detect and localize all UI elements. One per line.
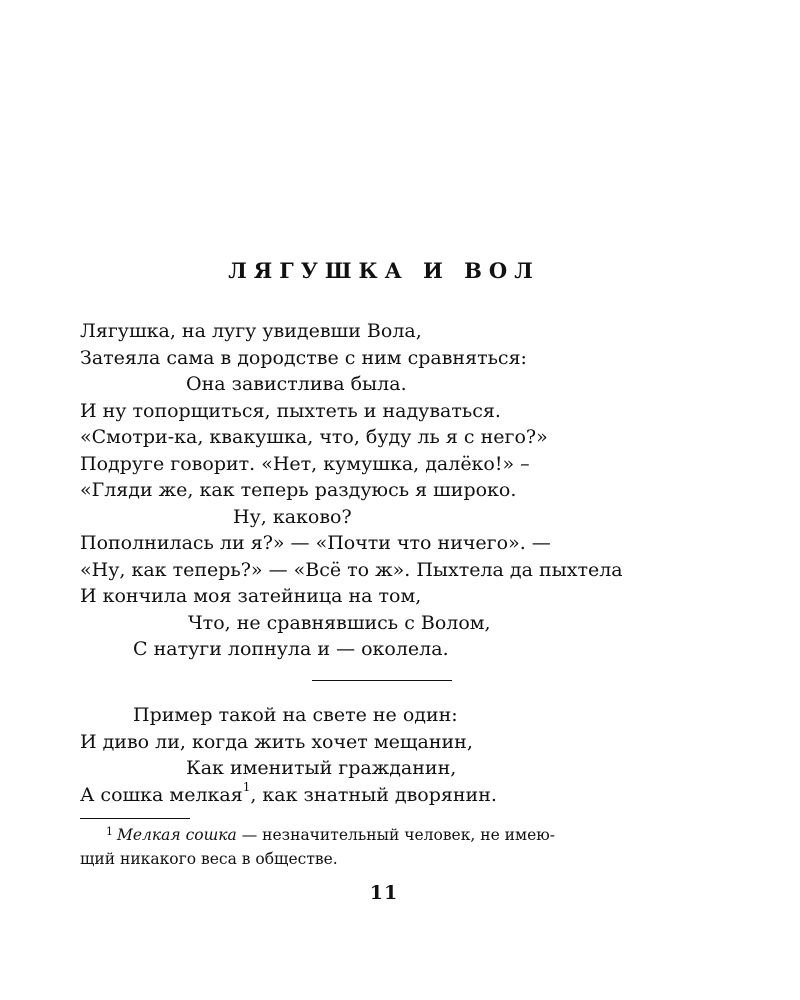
poem-line: Пополнилась ли я?» — «Почти что ничего». — — [80, 532, 551, 554]
poem-line: Лягушка, на лугу увидевши Вола, — [80, 320, 422, 342]
moral-line — [80, 782, 720, 809]
footnote-line — [80, 824, 700, 848]
moral-last-text: А сошка мелкая — [80, 783, 243, 806]
poem-line: И ну топорщиться, пыхтеть и надуваться. — [80, 399, 501, 422]
page-number: 11 — [369, 882, 399, 904]
moral-line: Как именитый гражданин, — [186, 757, 457, 779]
poem-line: Она завистлива была. — [186, 373, 407, 395]
section-divider — [312, 680, 452, 681]
fable-moral — [80, 702, 720, 808]
footnote-mark: 1 — [106, 825, 113, 838]
poem-line: «Гляди же, как теперь раздуюсь я широко. — [80, 479, 517, 501]
moral-line: И диво ли, когда жить хочет мещанин, — [80, 730, 473, 753]
footnote-text: — незначительный человек, не имею- — [236, 826, 555, 844]
poem-line: «Ну, как теперь?» — «Всё то ж». Пыхтела да пыхтела — [80, 558, 623, 581]
fable-poem — [80, 318, 720, 663]
footnote-line: щий никакого веса в обществе. — [80, 850, 338, 868]
poem-line: Ну, каково? — [233, 505, 352, 528]
poem-line: И кончила моя затейница на том, — [80, 585, 422, 607]
poem-line: Затеяла сама в дородстве с ним сравняться: — [80, 346, 527, 369]
moral-line: Пример такой на свете не один: — [133, 704, 458, 726]
footnote-divider — [80, 818, 190, 819]
moral-last-text-end: , как знатный дворянин. — [250, 783, 497, 806]
footnote-reference[interactable]: 1 — [242, 780, 251, 795]
poem-line: Что, не сравнявшись с Волом, — [188, 611, 491, 634]
poem-line: «Смотри-ка, квакушка, что, буду ль я с него?» — [80, 426, 548, 448]
poem-line: Подруге говорит. «Нет, кумушка, далёко!» – — [80, 452, 530, 475]
fable-title: ЛЯГУШКА И ВОЛ — [228, 258, 540, 283]
footnote-term: Мелкая сошка — [117, 826, 237, 844]
poem-line: С натуги лопнула и — околела. — [133, 638, 449, 660]
footnote — [80, 824, 700, 871]
